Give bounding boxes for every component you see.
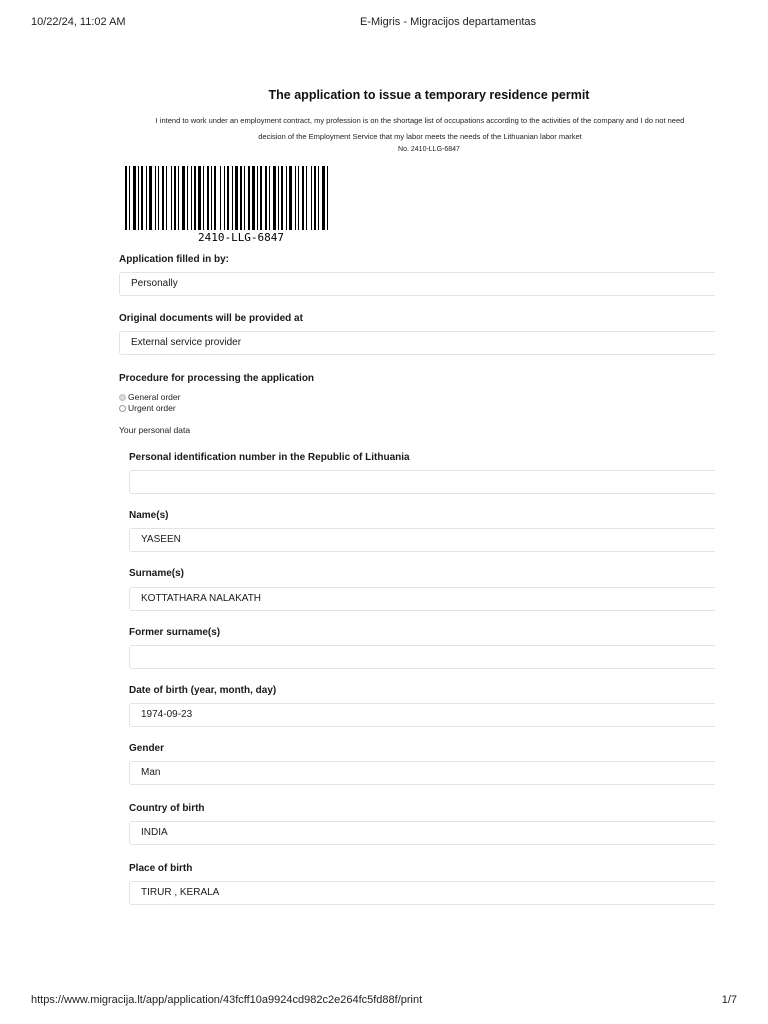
barcode-bar (227, 166, 229, 230)
barcode-bar (314, 166, 316, 230)
barcode-bar (133, 166, 136, 230)
barcode-bar (235, 166, 238, 230)
country-of-birth-field: INDIA (129, 821, 715, 845)
barcode-bar (166, 166, 167, 230)
former-surnames-field (129, 645, 715, 669)
barcode-bar (278, 166, 279, 230)
former-surnames-label: Former surname(s) (129, 627, 221, 638)
names-field: YASEEN (129, 528, 715, 552)
barcode-bar (327, 166, 328, 230)
print-timestamp: 10/22/24, 11:02 AM (31, 16, 126, 28)
personal-id-field (129, 470, 715, 494)
radio-urgent-order (119, 403, 176, 413)
application-intro (125, 113, 715, 145)
barcode-bar (178, 166, 179, 230)
radio-general-order-label: General order (128, 392, 181, 402)
print-page-title: E-Migris - Migracijos departamentas (359, 16, 537, 28)
barcode-bar (257, 166, 258, 230)
barcode-bar (289, 166, 292, 230)
filled-by-label: Application filled in by: (119, 254, 229, 265)
barcode-bar (322, 166, 325, 230)
barcode-bar (171, 166, 172, 230)
barcode-bar (306, 166, 307, 230)
barcode-bar (252, 166, 255, 230)
print-url: https://www.migracija.lt/app/application/43fcff10a9924cd982c2e264fc5fd88f/print (31, 994, 423, 1006)
barcode-bar (182, 166, 185, 230)
barcode-bar (207, 166, 209, 230)
surnames-label: Surname(s) (129, 568, 185, 579)
personal-data-section-label: Your personal data (119, 425, 191, 435)
barcode-bar (162, 166, 164, 230)
documents-provided-label: Original documents will be provided at (119, 313, 303, 324)
barcode-bar (220, 166, 221, 230)
radio-urgent-order-indicator (119, 405, 126, 412)
barcode-bar (125, 166, 127, 230)
documents-provided-field: External service provider (119, 331, 715, 355)
barcode-bar (248, 166, 250, 230)
application-barcode (125, 166, 329, 230)
barcode-bar (298, 166, 299, 230)
radio-general-order (119, 392, 180, 402)
barcode-number: 2410-LLG-6847 (197, 231, 285, 244)
barcode-bar (138, 166, 139, 230)
barcode-bar (318, 166, 319, 230)
surnames-field: KOTTATHARA NALAKATH (129, 587, 715, 611)
barcode-bar (302, 166, 304, 230)
intro-line-2: decision of the Employment Service that my labor meets the needs of the Lithuanian labor market (258, 132, 582, 141)
barcode-bar (141, 166, 143, 230)
date-of-birth-label: Date of birth (year, month, day) (129, 685, 277, 696)
barcode-bar (194, 166, 196, 230)
procedure-label: Procedure for processing the application (119, 373, 315, 384)
intro-line-1: I intend to work under an employment contract, my profession is on the shortage list of occupations according to the activities of the company and I do not need (155, 116, 685, 125)
radio-general-order-indicator (119, 394, 126, 401)
page-number: 1/7 (721, 994, 737, 1006)
barcode-bar (265, 166, 267, 230)
place-of-birth-label: Place of birth (129, 863, 193, 874)
barcode-bar (281, 166, 283, 230)
barcode-bar (295, 166, 296, 230)
barcode-bar (240, 166, 242, 230)
gender-field: Man (129, 761, 715, 785)
barcode-bar (211, 166, 212, 230)
barcode-bar (155, 166, 156, 230)
filled-by-field: Personally (119, 272, 715, 296)
print-footer (0, 994, 768, 1010)
barcode-bar (260, 166, 262, 230)
barcode-bar (286, 166, 287, 230)
barcode-bar (158, 166, 159, 230)
gender-label: Gender (129, 743, 165, 754)
barcode-bar (214, 166, 216, 230)
barcode-bar (311, 166, 312, 230)
barcode-bar (244, 166, 245, 230)
barcode-bar (198, 166, 201, 230)
names-label: Name(s) (129, 510, 169, 521)
barcode-bar (174, 166, 176, 230)
barcode-bar (129, 166, 130, 230)
application-number: No. 2410-LLG-6847 (398, 146, 460, 153)
barcode-bar (224, 166, 225, 230)
barcode-bar (203, 166, 204, 230)
date-of-birth-field: 1974-09-23 (129, 703, 715, 727)
barcode-bar (149, 166, 152, 230)
country-of-birth-label: Country of birth (129, 803, 205, 814)
barcode-bar (187, 166, 188, 230)
personal-id-label: Personal identification number in the Republic of Lithuania (129, 452, 410, 463)
place-of-birth-field: TIRUR , KERALA (129, 881, 715, 905)
barcode-bar (191, 166, 192, 230)
barcode-bar (273, 166, 276, 230)
barcode-bar (146, 166, 147, 230)
barcode-bar (269, 166, 270, 230)
barcode-bar (232, 166, 233, 230)
radio-urgent-order-label: Urgent order (128, 403, 176, 413)
document-title: The application to issue a temporary residence permit (268, 88, 590, 102)
